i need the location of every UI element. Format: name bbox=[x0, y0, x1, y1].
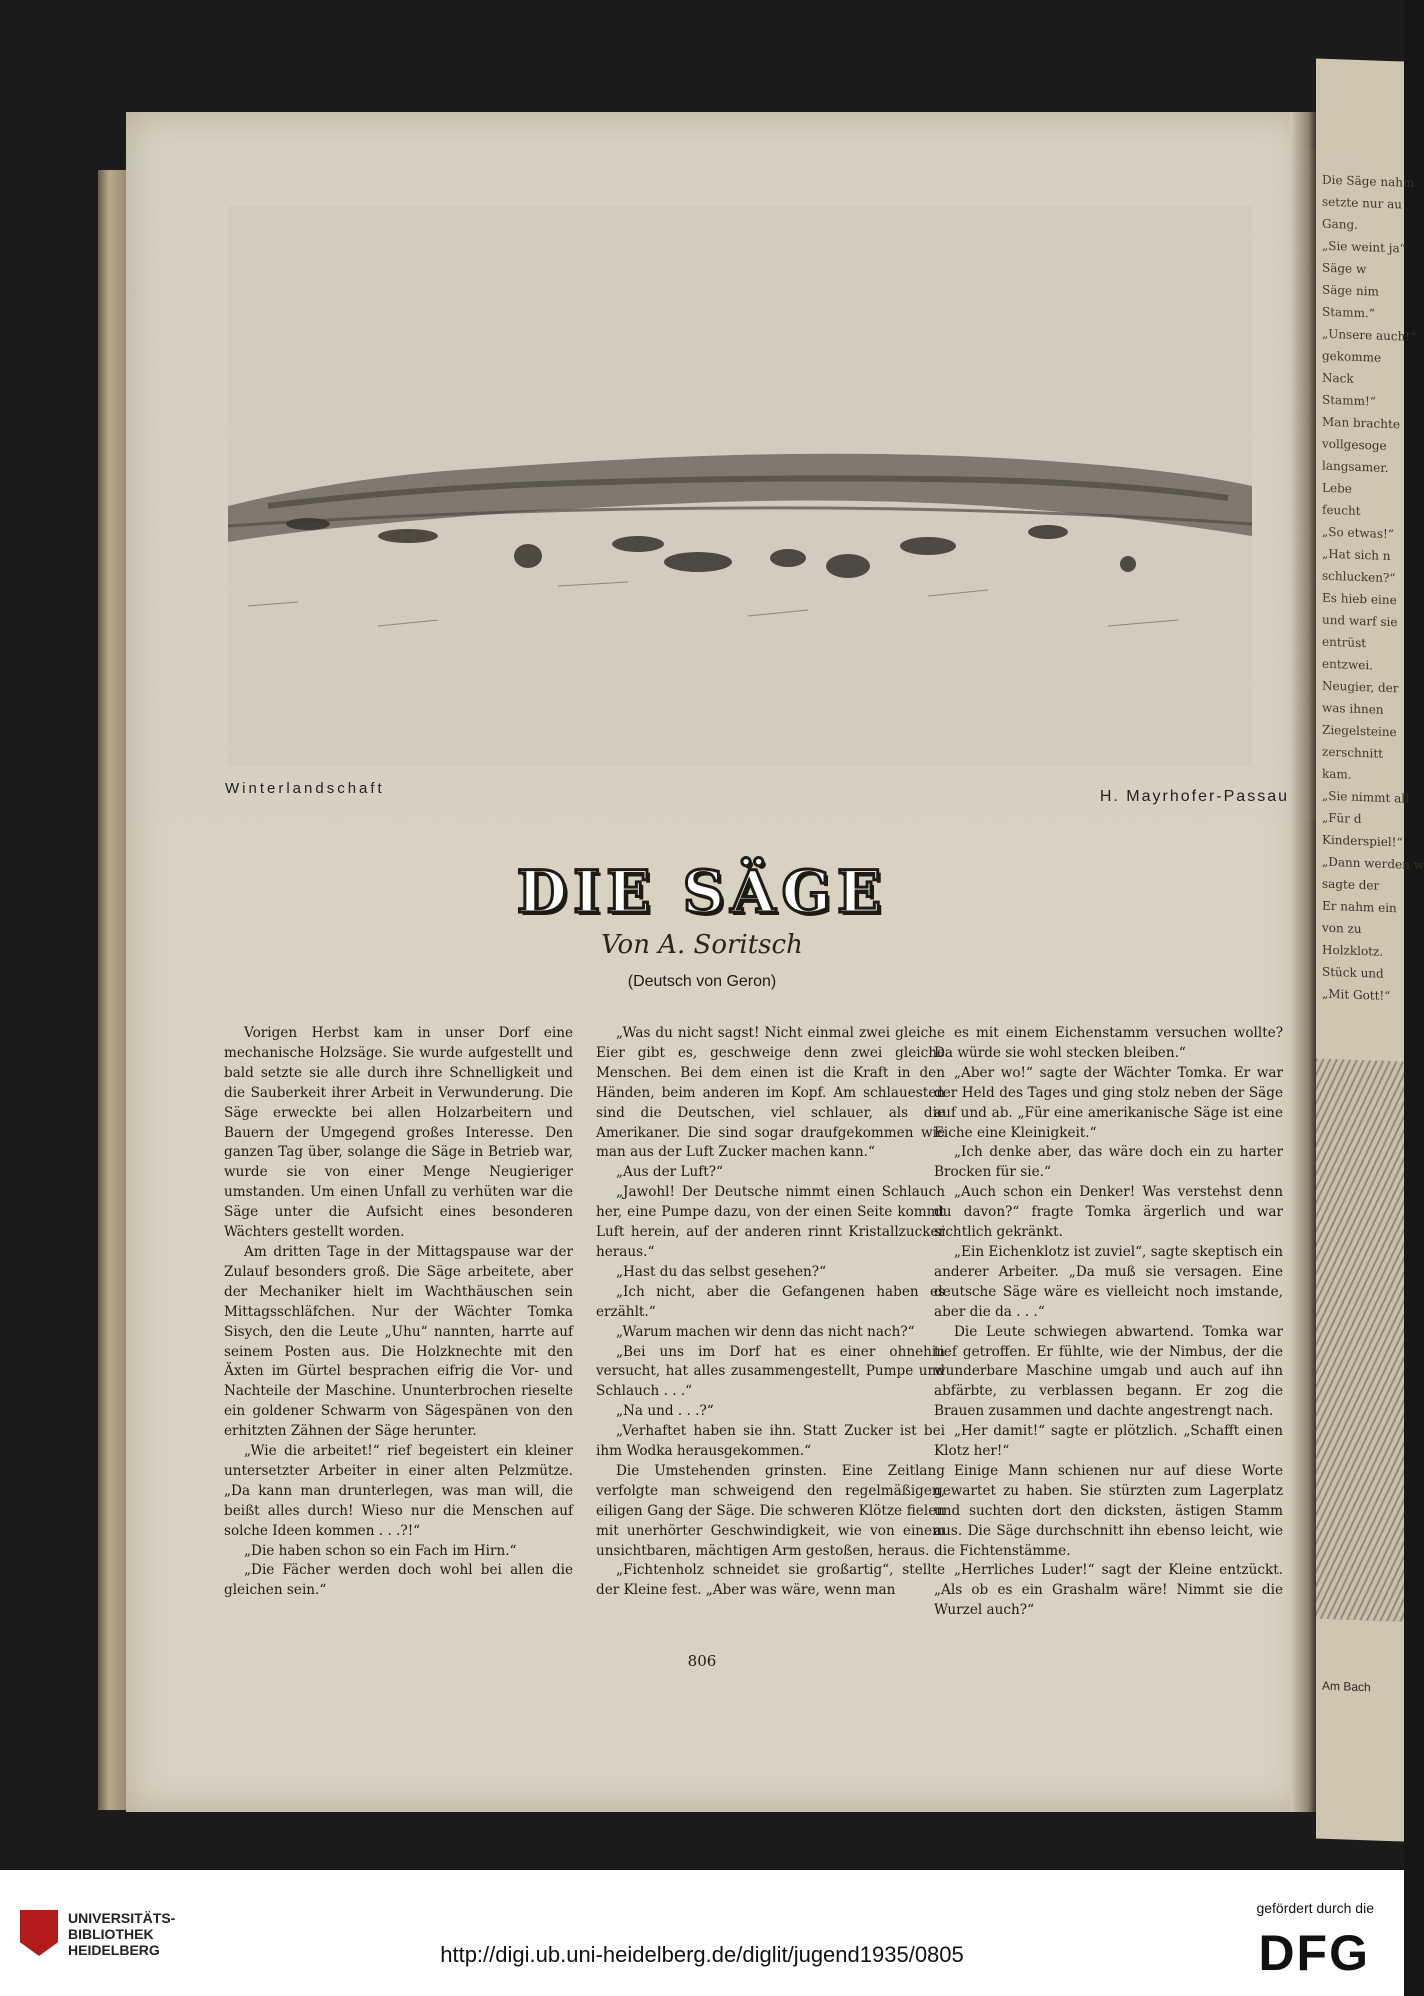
article-paragraph: „Was du nicht sagst! Nicht einmal zwei gleiche Eier gibt es, geschweige denn zwei gleiche Menschen. Bei dem einen ist die Kraft in den Händen, beim anderen im Kopf. Am schlauesten sind die Deutschen, viel schlauer, als die Amerikaner. Die sind sogar draufgekommen wie man aus der Luft Zucker machen kann.“ bbox=[596, 1025, 945, 1161]
document-url[interactable]: http://digi.ub.uni-heidelberg.de/diglit/jugend1935/0805 bbox=[440, 1942, 964, 1967]
article-paragraph: „Aus der Luft?“ bbox=[616, 1164, 723, 1181]
article-paragraph: „Verhaftet haben sie ihn. Statt Zucker ist bei ihm Wodka herausgekommen.“ bbox=[596, 1423, 945, 1460]
article-paragraph: „Ich denke aber, das wäre doch ein zu harter Brocken für sie.“ bbox=[934, 1144, 1283, 1181]
facing-page-line: Die Säge nahm bbox=[1322, 172, 1415, 190]
article-column-1 bbox=[224, 1024, 573, 1601]
image-caption-artist: H. Mayrhofer-Passau bbox=[1099, 788, 1289, 805]
facing-page-line: Lebe bbox=[1322, 480, 1352, 496]
facing-page-line: von zu bbox=[1322, 920, 1362, 937]
article-paragraph: „Auch schon ein Denker! Was verstehst denn du davon?“ fragte Tomka ärgerlich und war sichtlich gekränkt. bbox=[934, 1184, 1283, 1241]
article-paragraph: Einige Mann schienen nur auf diese Worte gewartet zu haben. Sie stürzten zum Lagerplatz und suchten dort den dicksten, ästigen Stamm aus. Die Säge durchschnitt ihn ebenso leicht, wie die Fichtenstämme. bbox=[934, 1462, 1283, 1559]
facing-page-line: Es hieb eine bbox=[1322, 590, 1397, 608]
facing-page-line: und warf sie bbox=[1322, 612, 1398, 630]
facing-page-line: was ihnen bbox=[1322, 700, 1384, 717]
facing-page-line: „Dann werden w bbox=[1322, 854, 1424, 873]
facing-page-line: „So etwas!“ bbox=[1322, 524, 1394, 542]
facing-page-line: Kinderspiel!“ bbox=[1322, 832, 1403, 850]
article-title: DIE SÄGE bbox=[516, 858, 888, 926]
facing-page-line: Neugier, der bbox=[1322, 678, 1399, 696]
article-paragraph: Vorigen Herbst kam in unser Dorf eine mechanische Holzsäge. Sie wurde aufgestellt und bald setzte sie alle durch ihre Schnelligkeit und die Sauberkeit ihrer Arbeit in Verwunderung. Die Säge erweckte bei allen Holzarbeitern und Bauern der Umgegend großes Interesse. Den ganzen Tag über, solange die Säge in Betrieb war, wurde sie von einer Menge Neugieriger umstanden. Um einen Unfall zu verhüten war die Säge unter die Aufsicht eines besonderen Wächters gestellt worden. bbox=[224, 1025, 573, 1241]
facing-page-line: Säge w bbox=[1322, 260, 1367, 277]
article-paragraph: „Aber wo!“ sagte der Wächter Tomka. Er war der Held des Tages und ging stolz neben der Säge auf und ab. „Für eine amerikanische Säge ist eine Eiche eine Kleinigkeit.“ bbox=[934, 1064, 1283, 1141]
facing-page-line: Nack bbox=[1322, 370, 1354, 386]
facing-page-line: kam. bbox=[1322, 766, 1352, 782]
article-paragraph: „Die Fächer werden doch wohl bei allen die gleichen sein.“ bbox=[224, 1562, 573, 1599]
article-paragraph: „Fichtenholz schneidet sie großartig“, stellte der Kleine fest. „Aber was wäre, wenn man bbox=[596, 1562, 945, 1599]
article-paragraph: „Hast du das selbst gesehen?“ bbox=[616, 1263, 827, 1280]
image-caption-title: Winterlandschaft bbox=[225, 780, 385, 797]
sponsor-text: gefördert durch die bbox=[1256, 1900, 1374, 1916]
facing-page-line: gekomme bbox=[1322, 348, 1382, 365]
facing-page-line: setzte nur au bbox=[1322, 194, 1403, 212]
facing-page-line: Säge nim bbox=[1322, 282, 1379, 299]
article-paragraph: „Herrliches Luder!“ sagt der Kleine entzückt. „Als ob es ein Grashalm wäre! Nimmt sie die Wurzel auch?“ bbox=[934, 1562, 1283, 1619]
facing-page-line: „Unsere auch!“ bbox=[1322, 326, 1417, 344]
article-byline: Von A. Soritsch bbox=[601, 930, 803, 960]
winter-landscape-image bbox=[228, 206, 1252, 766]
facing-page-caption: Am Bach bbox=[1322, 1678, 1371, 1695]
facing-page-line: Er nahm ein bbox=[1322, 898, 1397, 916]
article-paragraph: Am dritten Tage in der Mittagspause war der Zulauf besonders groß. Die Säge arbeitete, aber der Mechaniker hielt im Wachthäuschen sein Mittagsschläfchen. Nur der Wächter Tomka Sisych, den die Leute „Uhu“ nannten, harrte auf seinem Posten aus. Die Holzknechte mit den Äxten im Gürtel besprachen eifrig die Vor- und Nachteile der Maschine. Ununterbrochen rieselte ein goldener Schwarm von Sägespänen von den erhitzten Zähnen der Säge herunter. bbox=[224, 1243, 573, 1440]
facing-page-line: vollgesoge bbox=[1322, 436, 1387, 453]
facing-page-line: „Sie nimmt all bbox=[1322, 788, 1409, 806]
article-paragraph: „Na und . . .?“ bbox=[616, 1403, 714, 1420]
article-paragraph: Die Umstehenden grinsten. Eine Zeitlang verfolgte man schweigend den regelmäßigen, eiligen Gang der Säge. Die schweren Klötze fielen mit unerhörter Geschwindigkeit, wie von einem unsichtbaren, mächtigen Arm gestoßen, heraus. bbox=[596, 1462, 945, 1559]
facing-page-line: feucht bbox=[1322, 502, 1361, 519]
article-paragraph: Die Leute schwiegen abwartend. Tomka war tief getroffen. Er fühlte, wie der Nimbus, der die wunderbare Maschine umgab und auch auf ihn abfärbte, zu verblassen begann. Er zog die Brauen zusammen und dachte angestrengt nach. bbox=[934, 1323, 1283, 1420]
library-name-line-3: HEIDELBERG bbox=[68, 1942, 160, 1958]
article-paragraph: es mit einem Eichenstamm versuchen wollte? Da würde sie wohl stecken bleiben.“ bbox=[934, 1025, 1283, 1061]
viewer-footer bbox=[0, 1870, 1404, 1996]
facing-page-line: sagte der bbox=[1322, 876, 1380, 893]
facing-page-line: „Sie weint ja“ bbox=[1322, 238, 1406, 256]
facing-page-line: Stamm!“ bbox=[1322, 392, 1376, 409]
facing-page-line: Holzklotz. bbox=[1322, 942, 1384, 959]
facing-page-line: entzwei. bbox=[1322, 656, 1373, 673]
article-paragraph: „Bei uns im Dorf hat es einer ohnehin versucht, hat alles zusammengestellt, Pumpe und Schlauch . . .“ bbox=[596, 1343, 945, 1400]
article-paragraph: „Die haben schon so ein Fach im Hirn.“ bbox=[244, 1542, 517, 1559]
facing-page-line: Stück und bbox=[1322, 964, 1384, 981]
article-paragraph: „Ein Eichenklotz ist zuviel“, sagte skeptisch ein anderer Arbeiter. „Da muß sie versagen. Eine deutsche Säge wäre es vielleicht noch imstande, aber die da . . .“ bbox=[934, 1243, 1283, 1320]
article-column-2 bbox=[596, 1024, 945, 1601]
facing-page-etching bbox=[1316, 1058, 1404, 1621]
facing-page-line: Man brachte bbox=[1322, 414, 1400, 432]
facing-page-line: „Mit Gott!“ bbox=[1322, 986, 1391, 1004]
facing-page-line: „Für d bbox=[1322, 810, 1362, 827]
article-paragraph: „Warum machen wir denn das nicht nach?“ bbox=[616, 1323, 915, 1340]
article-paragraph: „Wie die arbeitet!“ rief begeistert ein kleiner untersetzter Arbeiter in einer alten Pelzmütze. „Da kann man drunterlegen, was man will, die beißt alles durch! Wieso nur die Menschen auf solche Ideen kommen . . .?!“ bbox=[224, 1443, 573, 1539]
facing-page-line: langsamer. bbox=[1322, 458, 1389, 475]
facing-page-line: Ziegelsteine bbox=[1322, 722, 1397, 740]
article-paragraph: „Ich nicht, aber die Gefangenen haben es erzählt.“ bbox=[596, 1283, 945, 1320]
dfg-logo[interactable]: DFG bbox=[1258, 1925, 1370, 1981]
article-paragraph: „Jawohl! Der Deutsche nimmt einen Schlauch her, eine Pumpe dazu, von der einen Seite kommt Luft herein, auf der anderen rinnt Kristallzucker heraus.“ bbox=[596, 1184, 945, 1260]
page-number: 806 bbox=[687, 1652, 717, 1670]
facing-page-line: Stamm.“ bbox=[1322, 304, 1375, 321]
landscape-illustration bbox=[228, 206, 1252, 766]
article-column-3 bbox=[934, 1024, 1283, 1621]
book-gutter bbox=[1290, 112, 1316, 1812]
facing-page-line: Gang. bbox=[1322, 216, 1358, 232]
library-name-line-2: BIBLIOTHEK bbox=[68, 1926, 154, 1942]
facing-page-line: schlucken?“ bbox=[1322, 568, 1396, 586]
facing-page-line: zerschnitt bbox=[1322, 744, 1383, 761]
article-translator: (Deutsch von Geron) bbox=[627, 973, 777, 990]
article-paragraph: „Her damit!“ sagte er plötzlich. „Schafft einen Klotz her!“ bbox=[934, 1423, 1283, 1460]
facing-page-line: „Hat sich n bbox=[1322, 546, 1391, 564]
facing-page-line: entrüst bbox=[1322, 634, 1367, 651]
library-name-line-1: UNIVERSITÄTS- bbox=[68, 1910, 176, 1926]
